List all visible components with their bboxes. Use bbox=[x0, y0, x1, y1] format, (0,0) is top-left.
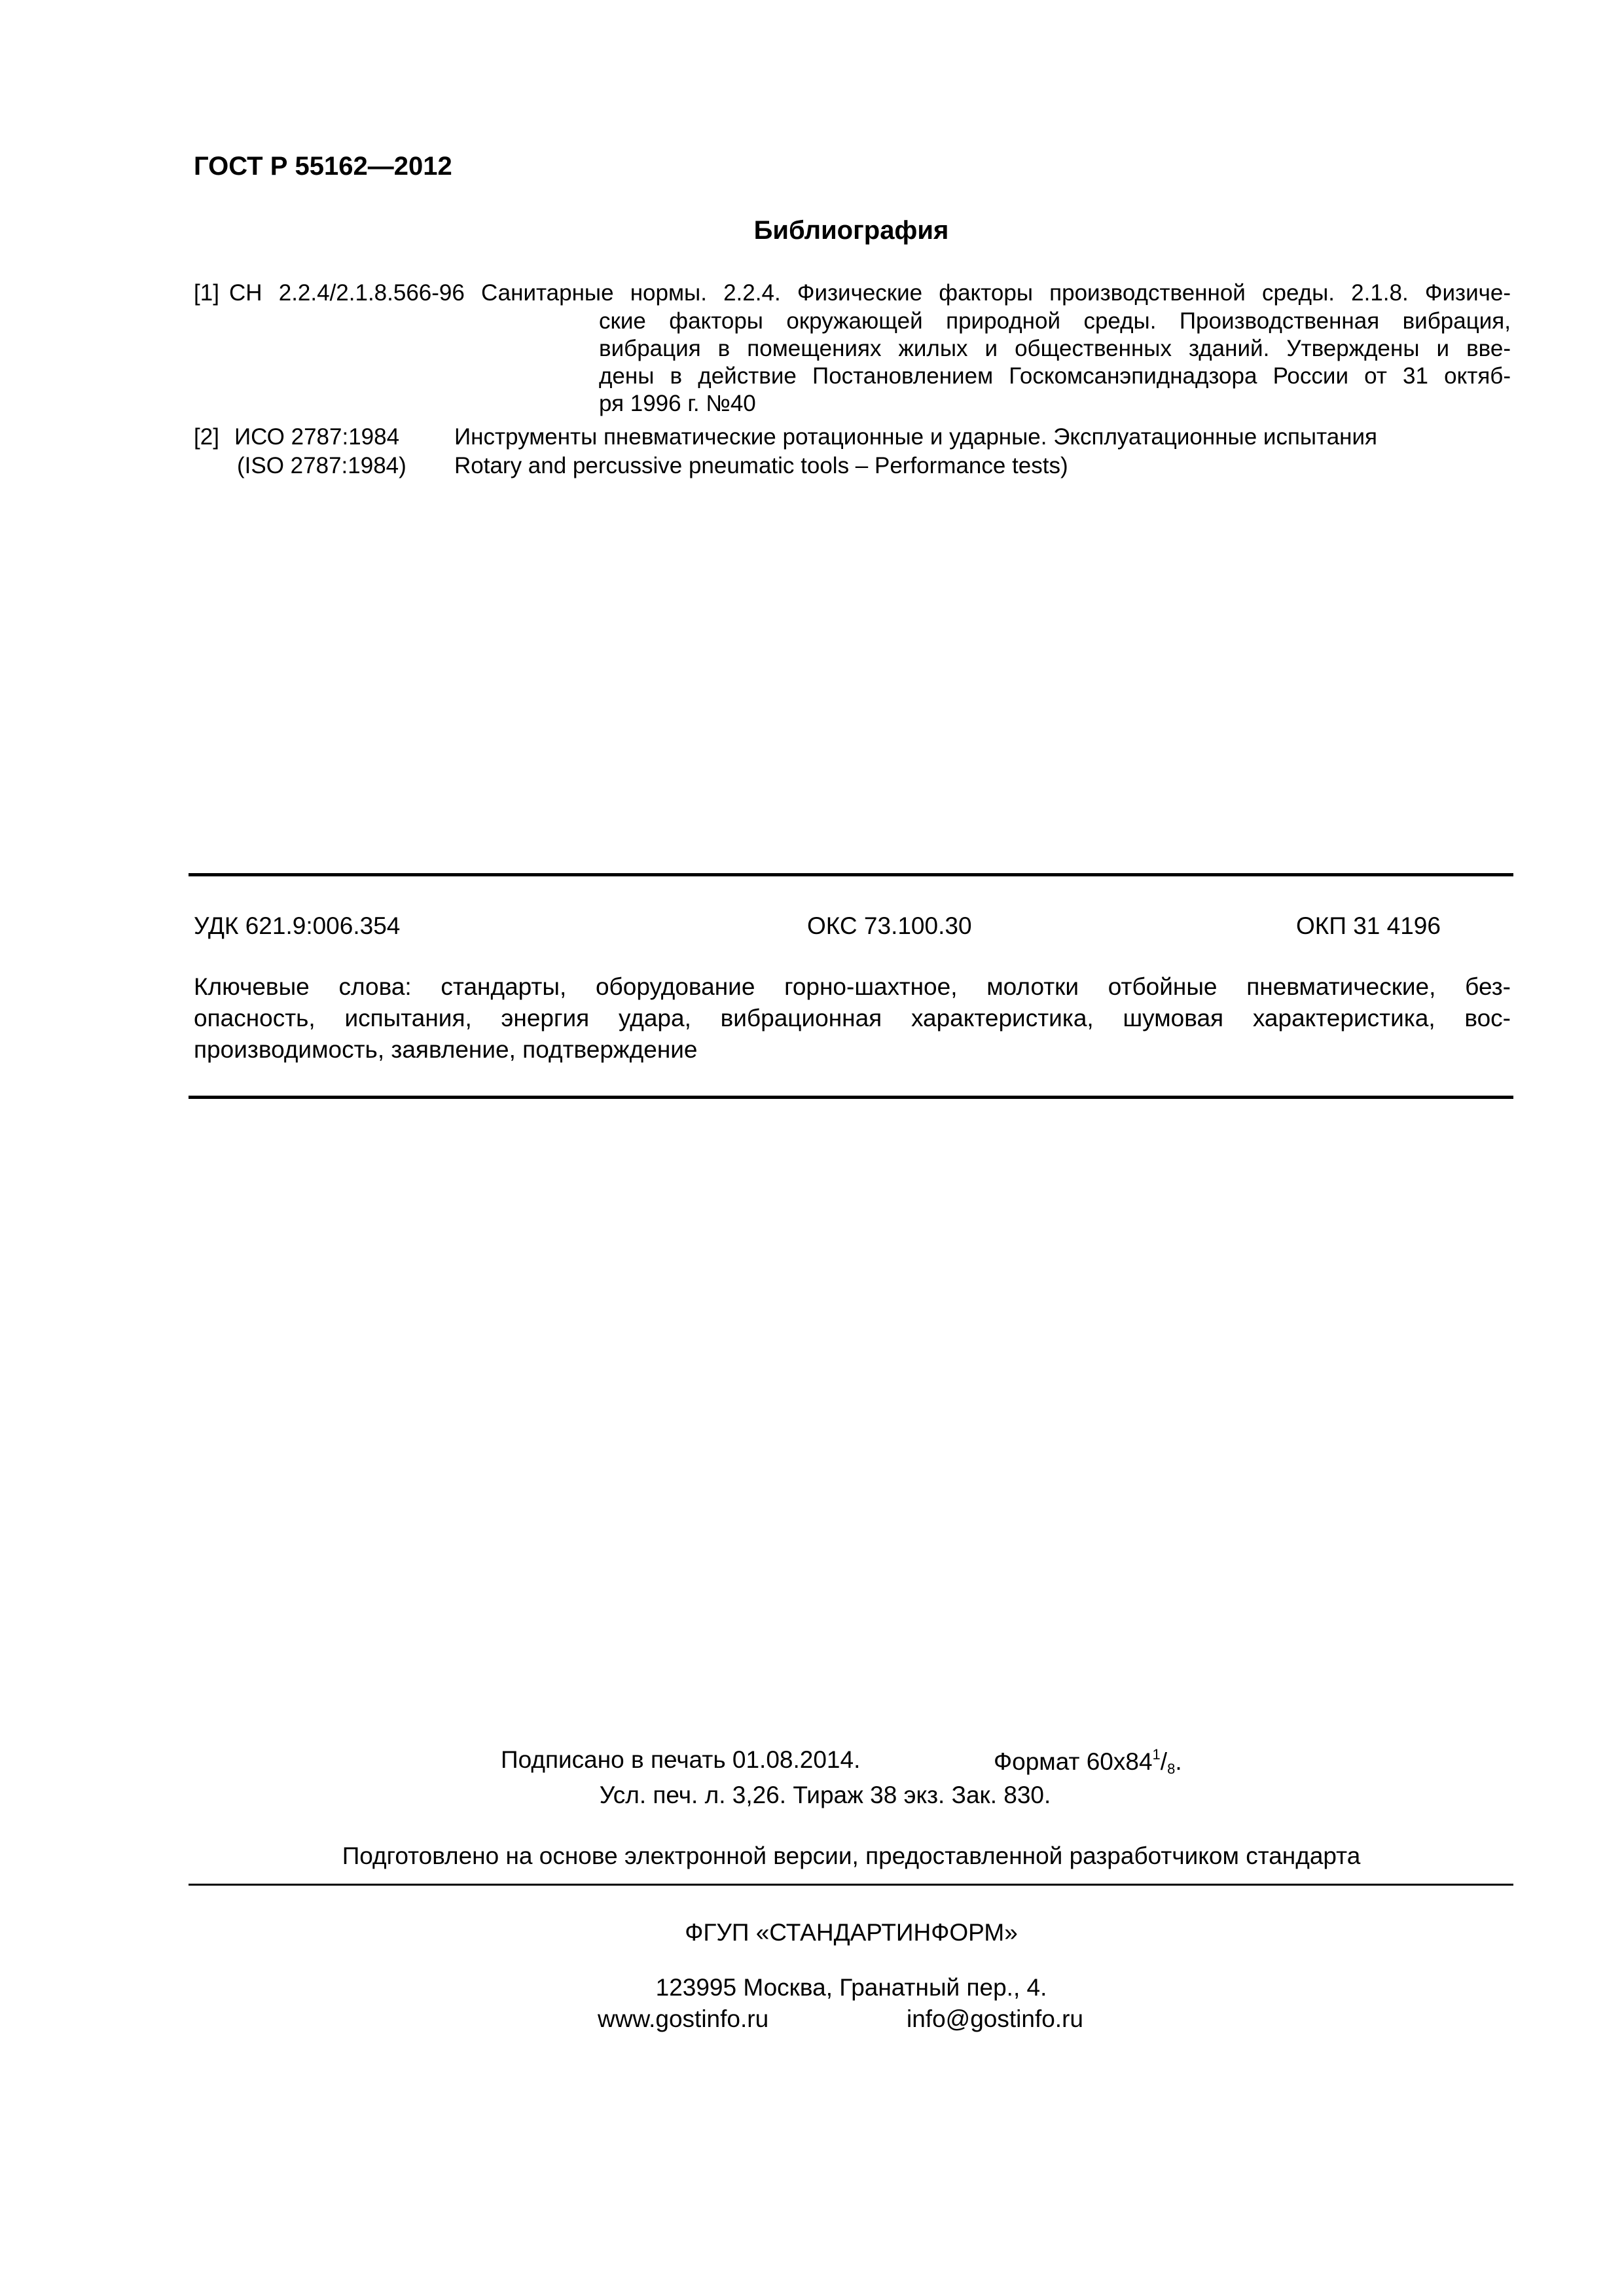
divider-imprint bbox=[189, 1884, 1513, 1886]
okp-code: ОКП 31 4196 bbox=[1296, 912, 1441, 939]
ref2-code: ИСО 2787:1984 bbox=[234, 424, 400, 450]
ref1-continuation bbox=[599, 308, 1511, 418]
ref1-number: [1] bbox=[194, 280, 219, 306]
ref1-line: дены в действие Постановлением Госкомсанэпиднадзора России от 31 октяб- bbox=[599, 363, 1511, 389]
document-code: ГОСТ Р 55162—2012 bbox=[194, 152, 452, 181]
ref2-title: Инструменты пневматические ротационные и ударные. Эксплуатационные испытания bbox=[454, 424, 1377, 450]
format-prefix: Формат 60х84 bbox=[994, 1748, 1153, 1775]
prepared-note: Подготовлено на основе электронной версии, предоставленной разработчиком стандарта bbox=[342, 1842, 1361, 1869]
format-denominator: 8 bbox=[1167, 1761, 1176, 1777]
publisher-address: 123995 Москва, Гранатный пер., 4. bbox=[655, 1974, 1047, 2001]
divider-bottom bbox=[189, 1096, 1513, 1099]
imprint-format bbox=[994, 1746, 1182, 1778]
ref1-line: ря 1996 г. №40 bbox=[599, 391, 756, 416]
bibliography-title: Библиография bbox=[753, 216, 949, 245]
divider-top bbox=[189, 873, 1513, 876]
ref2-code-en: (ISO 2787:1984) bbox=[237, 453, 406, 478]
udk-code: УДК 621.9:006.354 bbox=[194, 912, 401, 939]
format-suffix: . bbox=[1175, 1748, 1182, 1775]
ref1-line: ские факторы окружающей природной среды. Производственная вибрация, bbox=[599, 308, 1511, 334]
imprint-signed: Подписано в печать 01.08.2014. bbox=[501, 1746, 861, 1773]
keywords-line: производимость, заявление, подтверждение bbox=[194, 1036, 698, 1063]
ref1-line: вибрация в помещениях жилых и общественных зданий. Утверждены и вве- bbox=[599, 336, 1511, 361]
imprint-print-info: Усл. печ. л. 3,26. Тираж 38 экз. Зак. 830. bbox=[599, 1782, 1051, 1808]
ref1-first-line: СН 2.2.4/2.1.8.566-96 Санитарные нормы. 2.2.4. Физические факторы производственной среды. 2.1.8. Физиче- bbox=[229, 280, 1511, 306]
ref2-title-en: Rotary and percussive pneumatic tools – Performance tests) bbox=[454, 453, 1068, 478]
ref2-number: [2] bbox=[194, 424, 219, 450]
format-slash: / bbox=[1160, 1748, 1168, 1775]
publisher-name: ФГУП «СТАНДАРТИНФОРМ» bbox=[685, 1919, 1018, 1946]
publisher-email[interactable]: info@gostinfo.ru bbox=[907, 2005, 1083, 2032]
oks-code: ОКС 73.100.30 bbox=[807, 912, 972, 939]
keywords bbox=[194, 971, 1511, 1066]
keywords-line: опасность, испытания, энергия удара, вибрационная характеристика, шумовая характеристика, вос- bbox=[194, 1005, 1511, 1031]
format-numerator: 1 bbox=[1152, 1746, 1161, 1763]
keywords-line: Ключевые слова: стандарты, оборудование горно-шахтное, молотки отбойные пневматические, без- bbox=[194, 973, 1511, 1000]
publisher-website[interactable]: www.gostinfo.ru bbox=[598, 2005, 769, 2032]
